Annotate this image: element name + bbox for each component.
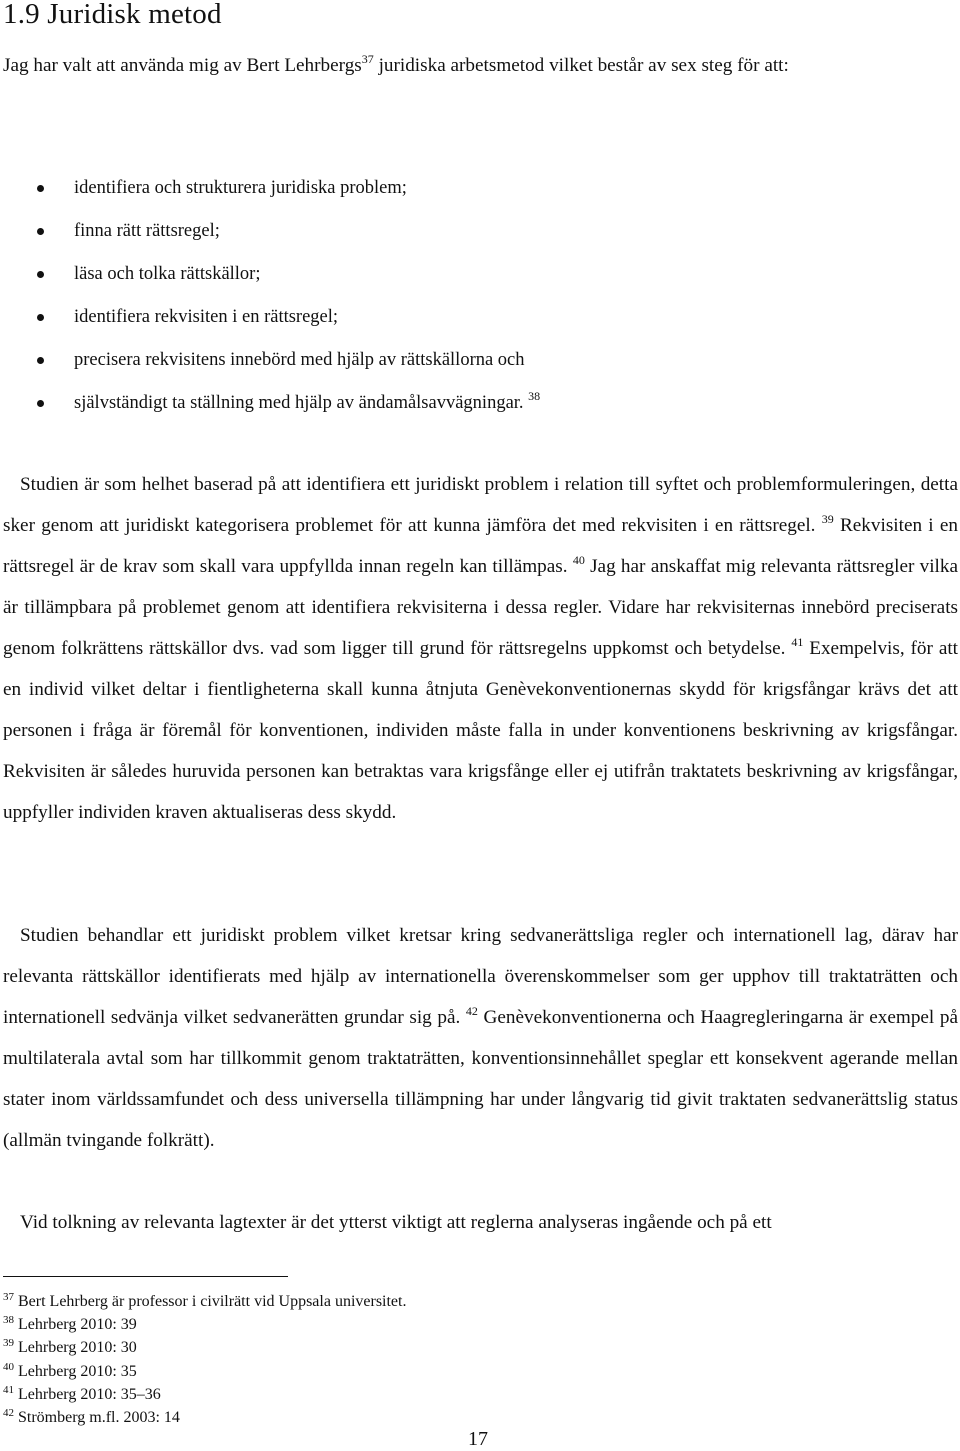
paragraph-text: Jag har anskaffat mig relevanta rättsregler vilka är tillämpbara på problemet genom att identifiera rekvisiterna i dessa regler. Vidare har rekvisiternas innebörd preciserats genom folkrättens rättskällor dvs. vad som ligger till grund för rättsregelns uppkomst och betydelse. bbox=[3, 556, 958, 659]
intro-paragraph bbox=[3, 46, 958, 86]
bullet-icon bbox=[37, 271, 44, 278]
footnote-item bbox=[3, 1336, 406, 1359]
footnote-ref[interactable]: 39 bbox=[821, 512, 834, 526]
paragraph-text: Genèvekonventionerna och Haagregleringarna är exempel på multilaterala avtal som har tillkommit genom traktaträtten, konventionsinnehållet speglar ett konsekvent agerande mellan stater inom världssamfundet och dess universella tillämpning har under långvarig tid givit traktaten sedvanerättslig status (allmän tvingande folkrätt). bbox=[3, 1007, 958, 1151]
paragraph-text: Studien är som helhet baserad på att identifiera ett juridiskt problem i relation till syftet och problemformuleringen, detta sker genom att juridiskt kategorisera problemet för att kunna jämföra det med rekvisiten i en rättsregel. bbox=[3, 474, 958, 536]
footnote-divider bbox=[3, 1276, 288, 1277]
bullet-icon bbox=[37, 185, 44, 192]
list-item bbox=[0, 382, 540, 425]
paragraph-text: Exempelvis, för att en individ vilket deltar i fientligheterna skall kunna åtnjuta Genèvekonventionernas skydd för krigsfångar krävs det att personen i fråga är föremål för konventionen, individen måste falla in under konventionens beskrivning av krigsfångar. Rekvisiten är således huruvida personen kan betraktas vara krigsfånge eller ej utifrån traktatets beskrivning av krigsfångar, uppfyller individen kraven aktualiseras dess skydd. bbox=[3, 638, 959, 823]
footnote-ref[interactable]: 42 bbox=[465, 1004, 478, 1018]
page-number: 17 bbox=[468, 1428, 488, 1450]
bullet-icon bbox=[37, 400, 44, 407]
footnote-number: 37 bbox=[3, 1291, 14, 1303]
footnote-ref[interactable]: 37 bbox=[361, 52, 374, 66]
list-item-text: precisera rekvisitens innebörd med hjälp av rättskällorna och bbox=[74, 350, 525, 370]
list-item bbox=[0, 339, 540, 382]
footnote-text: Lehrberg 2010: 39 bbox=[14, 1316, 137, 1334]
footnote-number: 42 bbox=[3, 1407, 14, 1420]
list-item-text: läsa och tolka rättskällor; bbox=[74, 264, 261, 284]
footnote-item bbox=[3, 1406, 406, 1429]
bullet-icon bbox=[37, 314, 44, 321]
footnote-item bbox=[3, 1383, 406, 1406]
footnote-ref[interactable]: 41 bbox=[791, 635, 804, 649]
footnote-ref[interactable]: 38 bbox=[528, 389, 541, 403]
footnote-text: Lehrberg 2010: 35–36 bbox=[14, 1385, 161, 1403]
list-item-text: identifiera rekvisiten i en rättsregel; bbox=[74, 307, 339, 327]
body-paragraph bbox=[3, 1202, 958, 1243]
footnotes-list bbox=[3, 1290, 406, 1429]
bullet-icon bbox=[37, 228, 44, 235]
paragraph-text: Rekvisiten i en rättsregel är de krav som skall vara uppfyllda innan regeln kan tillämpas. bbox=[3, 515, 958, 577]
list-item bbox=[0, 210, 540, 253]
list-item bbox=[0, 167, 540, 210]
footnote-text: Strömberg m.fl. 2003: 14 bbox=[14, 1409, 180, 1427]
footnote-ref[interactable]: 40 bbox=[572, 553, 585, 567]
footnote-number: 40 bbox=[3, 1360, 14, 1373]
list-item-text: identifiera och strukturera juridiska problem; bbox=[74, 178, 407, 198]
intro-text: Jag har valt att använda mig av Bert Lehrbergs bbox=[3, 55, 362, 76]
list-item-text: finna rätt rättsregel; bbox=[74, 221, 220, 241]
list-item-text: självständigt ta ställning med hjälp av ändamålsavvägningar. bbox=[74, 393, 524, 413]
paragraph-text: Studien behandlar ett juridiskt problem vilket kretsar kring sedvanerättsliga regler och internationell lag, därav har relevanta rättskällor identifierats med hjälp av internationella överenskommelser som ger upphov till traktaträtten och internationell sedvänja vilket sedvanerätten grundar sig på. bbox=[3, 925, 958, 1028]
body-paragraph bbox=[3, 915, 958, 1161]
footnote-text: Bert Lehrberg är professor i civilrätt vid Uppsala universitet. bbox=[14, 1293, 407, 1310]
footnote-item bbox=[3, 1313, 406, 1336]
footnote-item bbox=[3, 1290, 406, 1313]
body-paragraph bbox=[3, 464, 958, 833]
footnote-number: 41 bbox=[3, 1383, 14, 1396]
footnote-number: 38 bbox=[3, 1314, 14, 1327]
paragraph-text: Vid tolkning av relevanta lagtexter är det ytterst viktigt att reglerna analyseras ingående och på ett bbox=[20, 1212, 772, 1233]
bullet-icon bbox=[37, 357, 44, 364]
section-heading: 1.9 Juridisk metod bbox=[3, 0, 222, 30]
footnote-text: Lehrberg 2010: 30 bbox=[14, 1339, 137, 1357]
footnote-item bbox=[3, 1360, 406, 1383]
list-item bbox=[0, 253, 540, 296]
footnote-number: 39 bbox=[3, 1337, 14, 1350]
method-steps-list bbox=[0, 167, 540, 425]
footnote-text: Lehrberg 2010: 35 bbox=[14, 1362, 137, 1380]
intro-text: juridiska arbetsmetod vilket består av sex steg för att: bbox=[373, 55, 789, 76]
list-item bbox=[0, 296, 540, 339]
